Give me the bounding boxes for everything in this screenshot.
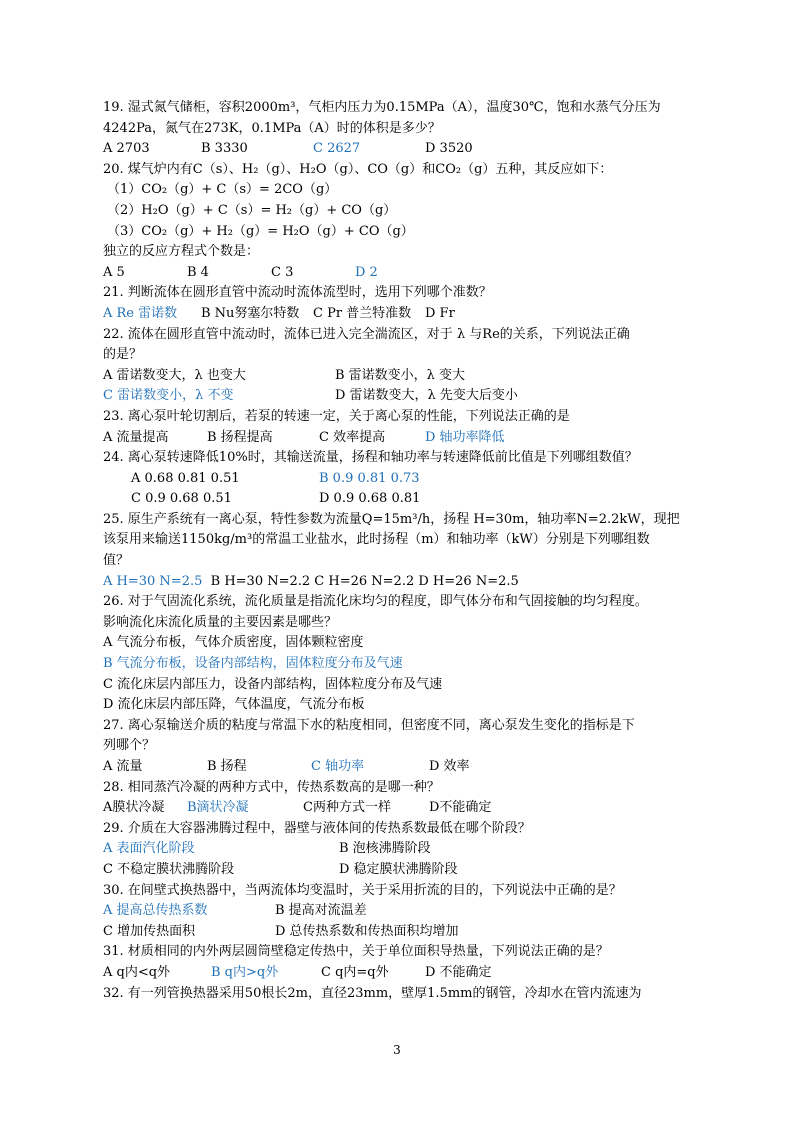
- q30-options-row2: [103, 922, 693, 943]
- q30-stem: 30. 在间壁式换热器中，当两流体均变温时，关于采用折流的目的，下列说法中正确的是？: [103, 882, 622, 898]
- q25-stem-line1: 25. 原生产系统有一离心泵，特性参数为流量Q=15m³/h，扬程 H=30m，轴功率N=2.2kW，现把: [103, 511, 680, 527]
- q29-option-d: D 稳定膜状沸腾阶段: [339, 861, 458, 877]
- q19-stem-line1: 19. 湿式氮气储柜，容积2000m³，气柜内压力为0.15MPa（A），温度30℃，饱和水蒸气分压为: [103, 100, 661, 115]
- q20-option-a: A 5: [103, 264, 125, 280]
- q19-stem-line2: 4242Pa，氮气在273K，0.1MPa（A）时的体积是多少？: [103, 120, 441, 136]
- q22-option-b: B 雷诺数变小，λ 变大: [335, 367, 466, 383]
- q29-option-a: A 表面汽化阶段: [103, 841, 195, 857]
- q25-options-bcd: B H=30 N=2.2 C H=26 N=2.2 D H=26 N=2.5: [210, 573, 519, 589]
- q25-stem-line2: 该泵用来输送1150kg/m³的常温工业盐水，此时扬程（m）和轴功率（kW）分别是下列哪组数: [103, 532, 650, 548]
- q31-option-b: B q内>q外: [211, 964, 279, 980]
- q20-equation-2: （2）H₂O（g）+ C（s）= H₂（g）+ CO（g）: [107, 202, 397, 218]
- q28-options: [103, 798, 693, 819]
- q19-option-c: C 2627: [313, 141, 361, 157]
- q31-option-d: D 不能确定: [425, 964, 492, 980]
- q23-stem: 23. 离心泵叶轮切割后，若泵的转速一定，关于离心泵的性能，下列说法正确的是: [103, 408, 570, 424]
- q23-option-c: C 效率提高: [319, 429, 386, 445]
- q19-option-d: D 3520: [425, 141, 473, 157]
- q29-options-row2: [103, 860, 693, 881]
- q28-option-d: D不能确定: [429, 800, 492, 816]
- q30-option-d: D 总传热系数和传热面积均增加: [275, 923, 459, 939]
- q27-stem-line1: 27. 离心泵输送介质的粘度与常温下水的粘度相同，但密度不同，离心泵发生变化的指标是下: [103, 717, 635, 733]
- q25-option-a: A H=30 N=2.5: [103, 573, 203, 589]
- q24-option-c: C 0.9 0.68 0.51: [131, 491, 232, 507]
- q19-option-b: B 3330: [201, 141, 248, 157]
- q22-option-a: A 雷诺数变大，λ 也变大: [103, 367, 246, 383]
- q26-stem-line2: 影响流化床流化质量的主要因素是哪些？: [103, 614, 338, 630]
- q32-stem: 32. 有一列管换热器采用50根长2m，直径23mm，壁厚1.5mm的钢管，冷却水在管内流速为: [103, 985, 642, 1001]
- q23-option-b: B 扬程提高: [207, 429, 273, 445]
- q20-ask: 独立的反应方程式个数是：: [103, 244, 260, 260]
- q23-option-d: D 轴功率降低: [425, 429, 505, 445]
- question-list: [103, 98, 693, 1004]
- q21-option-d: D Fr: [425, 305, 455, 321]
- q25-stem-line3: 值？: [103, 553, 130, 569]
- q29-options-row1: [103, 839, 693, 860]
- q27-option-b: B 扬程: [207, 759, 247, 774]
- q29-option-b: B 泡核沸腾阶段: [339, 841, 431, 857]
- q28-option-a: A膜状冷凝: [103, 800, 165, 816]
- q30-option-b: B 提高对流温差: [275, 903, 367, 919]
- q27-option-c: C 轴功率: [311, 759, 365, 774]
- q22-stem-line1: 22. 流体在圆形直管中流动时，流体已进入完全湍流区，对于 λ 与Re的关系，下列说法正确: [103, 326, 630, 342]
- q31-options: [103, 963, 693, 984]
- q27-options: [103, 757, 693, 778]
- q26-option-a: A 气流分布板，气体介质密度，固体颗粒密度: [103, 635, 364, 651]
- q23-option-a: A 流量提高: [103, 429, 169, 445]
- q27-stem-line2: 列哪个？: [103, 738, 156, 754]
- q20-options: [103, 263, 693, 284]
- q24-option-a: A 0.68 0.81 0.51: [131, 470, 240, 486]
- q21-stem: 21. 判断流体在圆形直管中流动时流体流型时，选用下列哪个准数？: [103, 285, 492, 301]
- q20-option-c: C 3: [271, 264, 294, 280]
- q21-option-c: C Pr 普兰特准数: [313, 305, 412, 321]
- q31-option-a: A q内<q外: [103, 964, 171, 980]
- q22-option-c: C 雷诺数变小，λ 不变: [103, 388, 234, 404]
- q22-options-row1: [103, 366, 693, 387]
- q21-option-b: B Nu努塞尔特数: [201, 305, 300, 321]
- q30-option-c: C 增加传热面积: [103, 923, 196, 939]
- q24-stem: 24. 离心泵转速降低10%时，其输送流量，扬程和轴功率与转速降低前比值是下列哪组数值？: [103, 450, 638, 466]
- q26-stem-line1: 26. 对于气固流化系统，流化质量是指流化床均匀的程度，即气体分布和气固接触的均匀程度。: [103, 594, 648, 610]
- q28-stem: 28. 相同蒸汽冷凝的两种方式中，传热系数高的是哪一种？: [103, 779, 440, 795]
- q22-options-row2: [103, 386, 693, 407]
- q19-option-a: A 2703: [103, 141, 150, 157]
- q22-option-d: D 雷诺数变大，λ 先变大后变小: [335, 388, 518, 404]
- q24-option-b: B 0.9 0.81 0.73: [319, 470, 420, 486]
- q20-equation-1: （1）CO₂（g）+ C（s）= 2CO（g）: [107, 182, 338, 198]
- q20-option-b: B 4: [187, 264, 209, 280]
- page-number: 3: [393, 1043, 401, 1057]
- q20-equation-3: （3）CO₂（g）+ H₂（g）= H₂O（g）+ CO（g）: [107, 223, 414, 239]
- q31-stem: 31. 材质相同的内外两层圆筒壁稳定传热中，关于单位面积导热量，下列说法正确的是？: [103, 944, 609, 960]
- q24-options-row1: [103, 469, 693, 490]
- q27-option-a: A 流量: [103, 759, 143, 774]
- q26-option-d: D 流化床层内部压降，气体温度，气流分布板: [103, 697, 365, 713]
- q26-option-b: B 气流分布板，设备内部结构，固体粒度分布及气速: [103, 656, 403, 672]
- q25-options: [103, 572, 693, 593]
- q21-options: [103, 304, 693, 325]
- q23-options: [103, 428, 693, 449]
- q20-option-d: D 2: [355, 264, 378, 280]
- q22-stem-line2: 的是？: [103, 347, 143, 363]
- q21-option-a: A Re 雷诺数: [103, 305, 178, 321]
- q29-option-c: C 不稳定膜状沸腾阶段: [103, 861, 235, 877]
- q30-option-a: A 提高总传热系数: [103, 903, 208, 919]
- q24-options-row2: [103, 489, 693, 510]
- q28-option-c: C两种方式一样: [303, 800, 391, 816]
- q20-stem: 20. 煤气炉内有C（s）、H₂（g）、H₂O（g）、CO（g）和CO₂（g）五种，其反应如下：: [103, 161, 613, 177]
- q24-option-d: D 0.9 0.68 0.81: [319, 491, 421, 507]
- q27-option-d: D 效率: [429, 759, 470, 774]
- q28-option-b: B滴状冷凝: [187, 800, 249, 816]
- q31-option-c: C q内=q外: [321, 964, 389, 980]
- q30-options-row1: [103, 901, 693, 922]
- q26-option-c: C 流化床层内部压力，设备内部结构，固体粒度分布及气速: [103, 676, 443, 692]
- q29-stem: 29. 介质在大容器沸腾过程中，器壁与液体间的传热系数最低在哪个阶段？: [103, 820, 531, 836]
- q19-options: [103, 139, 693, 160]
